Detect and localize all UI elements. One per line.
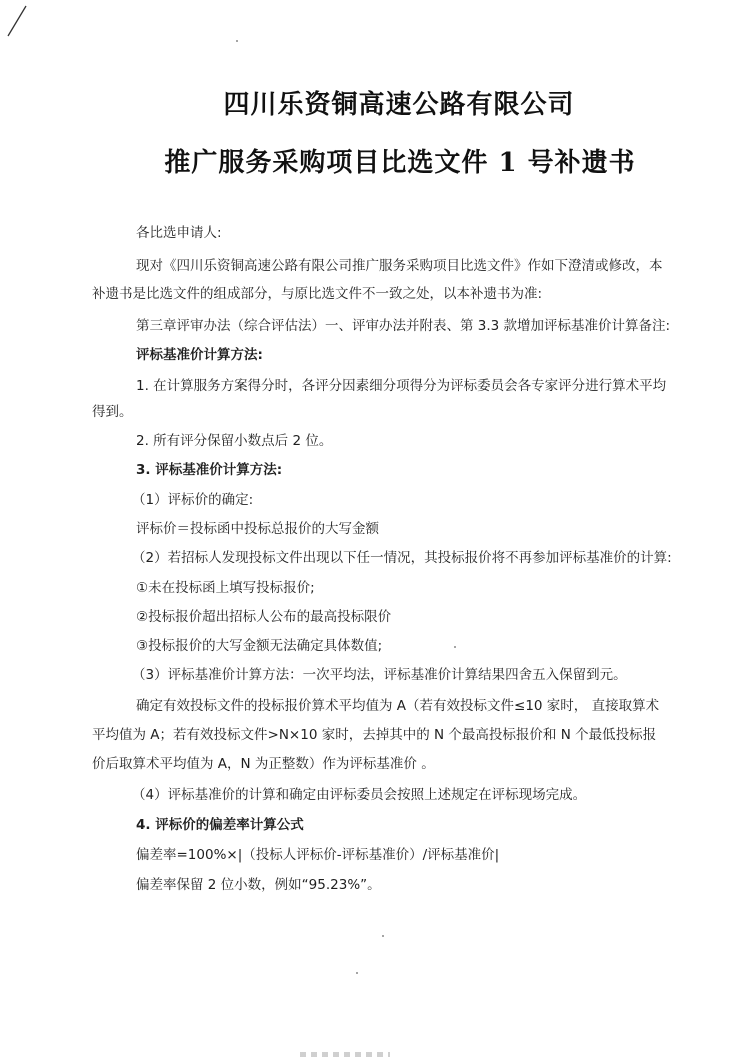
salutation: 各比选申请人: (136, 225, 222, 241)
deviation-note: 偏差率保留 2 位小数，例如“95.23%”。 (136, 877, 381, 893)
heading-3: 3. 评标基准价计算方法: (136, 462, 283, 478)
case-3: ③投标报价的大写金额无法确定具体数值; (136, 638, 383, 654)
sub-item-4: （4）评标基准价的计算和确定由评标委员会按照上述规定在评标现场完成。 (132, 787, 587, 803)
item-2: 2. 所有评分保留小数点后 2 位。 (136, 433, 333, 449)
average-line-3: 价后取算术平均值为 A，N 为正整数）作为评标基准价 。 (92, 756, 435, 772)
footer-smudge (300, 1052, 390, 1057)
deviation-formula: 偏差率=100%×|（投标人评标价-评标基准价）/评标基准价| (136, 847, 500, 863)
heading-4: 4. 评标价的偏差率计算公式 (136, 817, 304, 833)
scan-speck (236, 40, 238, 42)
average-line-1: 确定有效投标文件的投标报价算术平均值为 A（若有效投标文件≤10 家时， 直接取算术 (136, 698, 660, 714)
item-1-line-2: 得到。 (92, 404, 133, 420)
scan-speck (382, 935, 384, 937)
heading-score-method: 评标基准价计算方法: (136, 347, 263, 363)
pen-stroke-mark (4, 4, 30, 38)
sub-item-1-text: 评标价＝投标函中投标总报价的大写金额 (136, 521, 379, 537)
sub-item-1: （1）评标价的确定: (132, 492, 254, 508)
chapter-note: 第三章评审办法（综合评估法）一、评审办法并附表、第 3.3 款增加评标基准价计算备注: (136, 318, 671, 334)
item-1-line-1: 1. 在计算服务方案得分时，各评分因素细分项得分为评标委员会各专家评分进行算术平均 (136, 378, 667, 394)
average-line-2: 平均值为 A；若有效投标文件>N×10 家时，去掉其中的 N 个最高投标报价和 N 个最低投标报 (92, 727, 657, 743)
case-1: ①未在投标函上填写投标报价; (136, 580, 315, 596)
sub-item-2: （2）若招标人发现投标文件出现以下任一情况，其投标报价将不再参加评标基准价的计算: (132, 550, 672, 566)
case-2: ②投标报价超出招标人公布的最高投标限价 (136, 609, 392, 625)
intro-line-2: 补遗书是比选文件的组成部分，与原比选文件不一致之处，以本补遗书为准: (92, 286, 543, 302)
document-title: 四川乐资铜高速公路有限公司 (223, 90, 575, 120)
intro-line-1: 现对《四川乐资铜高速公路有限公司推广服务采购项目比选文件》作如下澄清或修改，本 (136, 258, 663, 274)
sub-item-3: （3）评标基准价计算方法：一次平均法，评标基准价计算结果四舍五入保留到元。 (132, 667, 627, 683)
scan-speck (356, 972, 358, 974)
document-subtitle: 推广服务采购项目比选文件 1 号补遗书 (164, 148, 636, 178)
scan-speck (454, 646, 456, 648)
